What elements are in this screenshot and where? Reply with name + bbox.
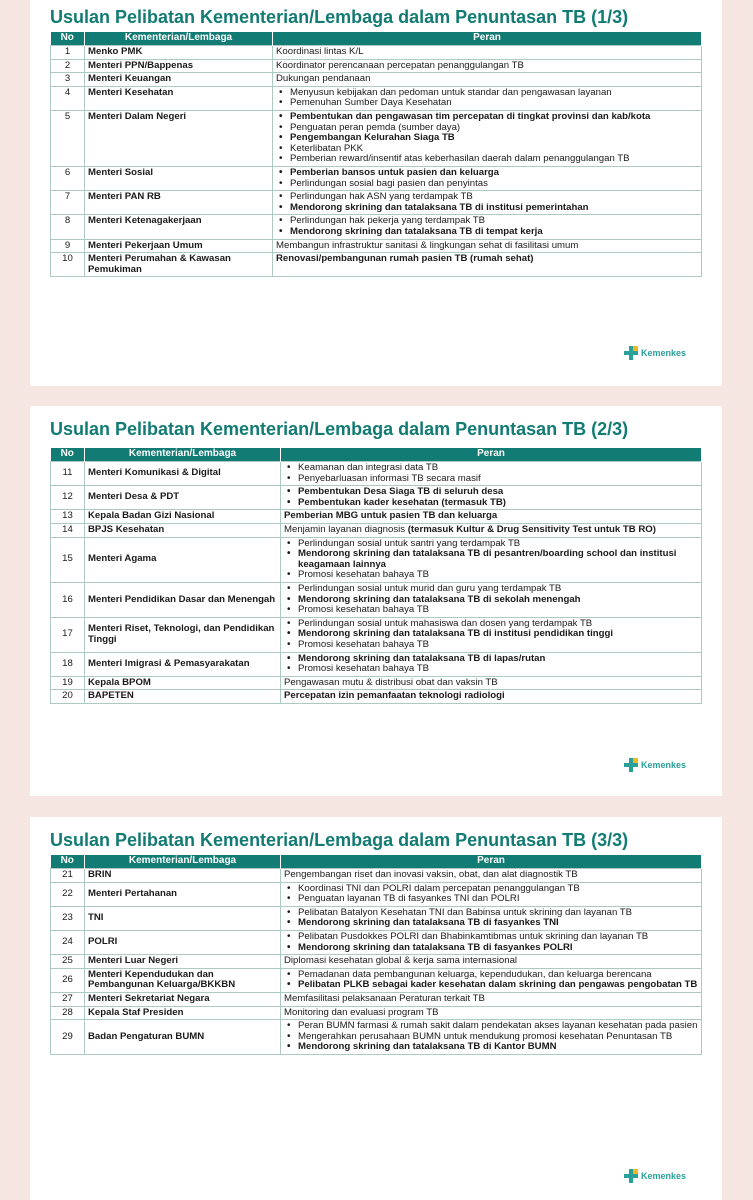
- table-row: [51, 537, 702, 582]
- table-row: [51, 86, 702, 110]
- institution-name: Menteri Riset, Teknologi, dan Pendidikan Tinggi: [85, 617, 281, 652]
- row-number: 5: [51, 110, 85, 166]
- institution-name: Menteri Komunikasi & Digital: [85, 462, 281, 486]
- row-number: 7: [51, 191, 85, 215]
- role-item: • Mendorong skrining dan tatalaksana TB di fasyankes POLRI: [298, 943, 698, 954]
- row-number: 8: [51, 215, 85, 239]
- role-item: • Perlindungan sosial untuk murid dan guru yang terdampak TB: [298, 584, 698, 595]
- role-item: • Mendorong skrining dan tatalaksana TB di lapas/rutan: [298, 654, 698, 665]
- institution-name: Menteri Sosial: [85, 166, 273, 190]
- logo-text: Kemenkes: [640, 1171, 686, 1181]
- role-list: [284, 932, 698, 953]
- institution-name: Menteri Agama: [85, 537, 281, 582]
- role-cell: [281, 968, 702, 992]
- role-text: Renovasi/pembangunan rumah pasien TB (rumah sehat): [276, 253, 534, 265]
- role-cell: [273, 239, 702, 253]
- header-kl: Kementerian/Lembaga: [85, 448, 281, 462]
- role-text: Monitoring dan evaluasi program TB: [284, 1006, 439, 1018]
- institution-name: Menteri Dalam Negeri: [85, 110, 273, 166]
- role-item: • Promosi kesehatan bahaya TB: [298, 640, 698, 651]
- role-text: (termasuk Kultur & Drug Sensitivity Test untuk TB RO): [407, 523, 656, 535]
- kl-table: [50, 448, 702, 704]
- role-cell: [281, 690, 702, 704]
- table-row: [51, 523, 702, 537]
- role-item: • Mendorong skrining dan tatalaksana TB di pesantren/boarding school dan institusi keagamaan lainnya: [298, 549, 698, 570]
- institution-name: Kepala BPOM: [85, 676, 281, 690]
- institution-name: Menteri Kependudukan dan Pembangunan Keluarga/BKKBN: [85, 968, 281, 992]
- institution-name: Menteri Keuangan: [85, 73, 273, 87]
- role-list: [284, 884, 698, 905]
- role-list: [284, 539, 698, 581]
- table-row: [51, 582, 702, 617]
- role-text: Memfasilitasi pelaksanaan Peraturan terkait TB: [284, 992, 485, 1004]
- row-number: 27: [51, 992, 85, 1006]
- row-number: 26: [51, 968, 85, 992]
- role-cell: [281, 906, 702, 930]
- institution-name: BPJS Kesehatan: [85, 523, 281, 537]
- role-item: • Pembentukan dan pengawasan tim percepatan di tingkat provinsi dan kab/kota: [290, 112, 698, 123]
- kemenkes-cross-icon: [624, 1169, 638, 1183]
- header-peran: Peran: [273, 32, 702, 46]
- role-item: • Pemadanan data pembangunan keluarga, kependudukan, dan keluarga berencana: [298, 970, 698, 981]
- role-list: [276, 88, 698, 109]
- role-cell: [281, 955, 702, 969]
- role-cell: [273, 73, 702, 87]
- role-cell: [281, 537, 702, 582]
- role-text: Koordinasi lintas K/L: [276, 46, 364, 57]
- role-cell: [273, 86, 702, 110]
- table-row: [51, 1006, 702, 1020]
- table-row: [51, 992, 702, 1006]
- role-item: • Mendorong skrining dan tatalaksana TB di tempat kerja: [290, 227, 698, 238]
- kemenkes-cross-icon: [624, 346, 638, 360]
- table-row: [51, 166, 702, 190]
- role-item: • Penguatan peran pemda (sumber daya): [290, 123, 698, 134]
- role-cell: [281, 1006, 702, 1020]
- role-item: • Perlindungan hak pekerja yang terdampak TB: [290, 216, 698, 227]
- table-row: [51, 882, 702, 906]
- role-cell: [273, 46, 702, 60]
- slide-2: [30, 406, 722, 796]
- role-text: Menjamin layanan diagnosis: [284, 523, 408, 535]
- role-list: [284, 584, 698, 616]
- table-row: [51, 676, 702, 690]
- row-number: 12: [51, 486, 85, 510]
- row-number: 11: [51, 462, 85, 486]
- role-cell: [281, 617, 702, 652]
- row-number: 22: [51, 882, 85, 906]
- table-row: [51, 239, 702, 253]
- role-list: [284, 654, 698, 675]
- role-cell: [273, 166, 702, 190]
- role-list: [284, 908, 698, 929]
- table-row: [51, 968, 702, 992]
- role-item: • Penguatan layanan TB di fasyankes TNI dan POLRI: [298, 894, 698, 905]
- row-number: 13: [51, 510, 85, 524]
- role-item: • Pengembangan Kelurahan Siaga TB: [290, 133, 698, 144]
- table-row: [51, 46, 702, 60]
- institution-name: Menteri PAN RB: [85, 191, 273, 215]
- row-number: 9: [51, 239, 85, 253]
- role-cell: [281, 1020, 702, 1055]
- table-row: [51, 253, 702, 277]
- kl-table: [50, 855, 702, 1055]
- table-header-row: [51, 448, 702, 462]
- role-list: [284, 970, 698, 991]
- role-item: • Pemenuhan Sumber Daya Kesehatan: [290, 98, 698, 109]
- row-number: 16: [51, 582, 85, 617]
- row-number: 17: [51, 617, 85, 652]
- role-item: • Pembentukan kader kesehatan (termasuk TB): [298, 498, 698, 509]
- row-number: 20: [51, 690, 85, 704]
- role-list: [284, 487, 698, 508]
- kemenkes-cross-icon: [624, 758, 638, 772]
- institution-name: Menteri Luar Negeri: [85, 955, 281, 969]
- role-item: • Mendorong skrining dan tatalaksana TB di fasyankes TNI: [298, 918, 698, 929]
- row-number: 28: [51, 1006, 85, 1020]
- role-text: Diplomasi kesehatan global & kerja sama internasional: [284, 955, 518, 967]
- row-number: 18: [51, 652, 85, 676]
- header-no: No: [51, 32, 85, 46]
- role-item: • Keterlibatan PKK: [290, 144, 698, 155]
- role-list: [284, 619, 698, 651]
- logo-text: Kemenkes: [640, 760, 686, 770]
- institution-name: Menteri Imigrasi & Pemasyarakatan: [85, 652, 281, 676]
- role-item: • Pemberian bansos untuk pasien dan keluarga: [290, 168, 698, 179]
- role-cell: [281, 510, 702, 524]
- role-list: [284, 1021, 698, 1053]
- role-cell: [273, 191, 702, 215]
- institution-name: Menteri Desa & PDT: [85, 486, 281, 510]
- table-row: [51, 617, 702, 652]
- role-text: Pemberian MBG untuk pasien TB dan keluarga: [284, 510, 498, 522]
- role-cell: [273, 215, 702, 239]
- table-row: [51, 652, 702, 676]
- role-cell: [281, 869, 702, 883]
- row-number: 23: [51, 906, 85, 930]
- role-text: Pengawasan mutu & distribusi obat dan vaksin TB: [284, 676, 498, 688]
- institution-name: Menteri Sekretariat Negara: [85, 992, 281, 1006]
- table-row: [51, 110, 702, 166]
- kemenkes-logo: [624, 346, 686, 360]
- table-row: [51, 510, 702, 524]
- role-cell: [281, 486, 702, 510]
- table-row: [51, 215, 702, 239]
- row-number: 19: [51, 676, 85, 690]
- role-cell: [273, 59, 702, 73]
- role-cell: [281, 523, 702, 537]
- table-row: [51, 690, 702, 704]
- role-text: Percepatan izin pemanfaatan teknologi radiologi: [284, 690, 505, 702]
- header-kl: Kementerian/Lembaga: [85, 32, 273, 46]
- role-item: • Pelibatan Pusdokkes POLRI dan Bhabinkamtibmas untuk skrining dan layanan TB: [298, 932, 698, 943]
- row-number: 24: [51, 930, 85, 954]
- table-row: [51, 462, 702, 486]
- role-item: • Perlindungan sosial untuk mahasiswa dan dosen yang terdampak TB: [298, 619, 698, 630]
- institution-name: TNI: [85, 906, 281, 930]
- institution-name: Kepala Staf Presiden: [85, 1006, 281, 1020]
- row-number: 29: [51, 1020, 85, 1055]
- role-cell: [273, 253, 702, 277]
- institution-name: POLRI: [85, 930, 281, 954]
- role-text: Dukungan pendanaan: [276, 73, 371, 85]
- slide-title: Usulan Pelibatan Kementerian/Lembaga dalam Penuntasan TB (3/3): [50, 830, 629, 850]
- role-item: • Promosi kesehatan bahaya TB: [298, 605, 698, 616]
- role-cell: [281, 462, 702, 486]
- table-row: [51, 930, 702, 954]
- role-cell: [273, 110, 702, 166]
- slide-title: Usulan Pelibatan Kementerian/Lembaga dalam Penuntasan TB (2/3): [50, 419, 629, 439]
- role-item: • Penyebarluasan informasi TB secara masif: [298, 474, 698, 485]
- role-list: [276, 216, 698, 237]
- role-cell: [281, 992, 702, 1006]
- table-row: [51, 955, 702, 969]
- role-list: [284, 463, 698, 484]
- role-item: • Perlindungan hak ASN yang terdampak TB: [290, 192, 698, 203]
- role-item: • Promosi kesehatan bahaya TB: [298, 570, 698, 581]
- kemenkes-logo: [624, 1169, 686, 1183]
- role-item: • Menyusun kebijakan dan pedoman untuk standar dan pengawasan layanan: [290, 88, 698, 99]
- logo-text: Kemenkes: [640, 348, 686, 358]
- role-item: • Mendorong skrining dan tatalaksana TB di institusi pendidikan tinggi: [298, 629, 698, 640]
- institution-name: Menteri Pertahanan: [85, 882, 281, 906]
- institution-name: BRIN: [85, 869, 281, 883]
- institution-name: Menteri Pekerjaan Umum: [85, 239, 273, 253]
- role-cell: [281, 676, 702, 690]
- header-no: No: [51, 855, 85, 869]
- institution-name: BAPETEN: [85, 690, 281, 704]
- row-number: 21: [51, 869, 85, 883]
- institution-name: Menteri Ketenagakerjaan: [85, 215, 273, 239]
- row-number: 15: [51, 537, 85, 582]
- table-row: [51, 59, 702, 73]
- institution-name: Menteri PPN/Bappenas: [85, 59, 273, 73]
- role-cell: [281, 882, 702, 906]
- header-no: No: [51, 448, 85, 462]
- row-number: 14: [51, 523, 85, 537]
- header-peran: Peran: [281, 448, 702, 462]
- table-header-row: [51, 855, 702, 869]
- role-item: • Mendorong skrining dan tatalaksana TB di institusi pemerintahan: [290, 203, 698, 214]
- role-list: [276, 192, 698, 213]
- institution-name: Menteri Perumahan & Kawasan Pemukiman: [85, 253, 273, 277]
- institution-name: Kepala Badan Gizi Nasional: [85, 510, 281, 524]
- role-text: Koordinator perencanaan percepatan penanggulangan TB: [276, 59, 524, 71]
- role-item: • Perlindungan sosial untuk santri yang terdampak TB: [298, 539, 698, 550]
- table-header-row: [51, 32, 702, 46]
- role-item: • Mendorong skrining dan tatalaksana TB di Kantor BUMN: [298, 1042, 698, 1053]
- role-item: • Pelibatan Batalyon Kesehatan TNI dan Babinsa untuk skrining dan layanan TB: [298, 908, 698, 919]
- role-item: • Pelibatan PLKB sebagai kader kesehatan dalam skrining dan pengawas pengobatan TB: [298, 980, 698, 991]
- row-number: 2: [51, 59, 85, 73]
- slide-3: [30, 817, 722, 1200]
- institution-name: Badan Pengaturan BUMN: [85, 1020, 281, 1055]
- institution-name: Menteri Pendidikan Dasar dan Menengah: [85, 582, 281, 617]
- kl-table: [50, 32, 702, 277]
- row-number: 4: [51, 86, 85, 110]
- role-cell: [281, 652, 702, 676]
- role-item: • Peran BUMN farmasi & rumah sakit dalam pendekatan akses layanan kesehatan pada pasien: [298, 1021, 698, 1032]
- role-item: • Perlindungan sosial bagi pasien dan penyintas: [290, 179, 698, 190]
- slide-1: [30, 0, 722, 386]
- role-item: • Keamanan dan integrasi data TB: [298, 463, 698, 474]
- role-item: • Mendorong skrining dan tatalaksana TB di sekolah menengah: [298, 595, 698, 606]
- table-row: [51, 191, 702, 215]
- table-row: [51, 486, 702, 510]
- table-row: [51, 73, 702, 87]
- role-text: Membangun infrastruktur sanitasi & lingkungan sehat di fasilitasi umum: [276, 239, 579, 251]
- row-number: 25: [51, 955, 85, 969]
- role-item: • Pemberian reward/insentif atas keberhasilan daerah dalam penanggulangan TB: [290, 154, 698, 165]
- role-item: • Promosi kesehatan bahaya TB: [298, 664, 698, 675]
- header-kl: Kementerian/Lembaga: [85, 855, 281, 869]
- header-peran: Peran: [281, 855, 702, 869]
- institution-name: Menko PMK: [85, 46, 273, 60]
- role-item: • Mengerahkan perusahaan BUMN untuk mendukung promosi kesehatan Penuntasan TB: [298, 1032, 698, 1043]
- row-number: 10: [51, 253, 85, 277]
- role-item: • Koordinasi TNI dan POLRI dalam percepatan penanggulangan TB: [298, 884, 698, 895]
- role-text: Pengembangan riset dan inovasi vaksin, obat, dan alat diagnostik TB: [284, 869, 578, 880]
- row-number: 6: [51, 166, 85, 190]
- slide-title: Usulan Pelibatan Kementerian/Lembaga dalam Penuntasan TB (1/3): [50, 7, 629, 27]
- role-list: [276, 112, 698, 165]
- kemenkes-logo: [624, 758, 686, 772]
- role-cell: [281, 930, 702, 954]
- row-number: 3: [51, 73, 85, 87]
- institution-name: Menteri Kesehatan: [85, 86, 273, 110]
- table-row: [51, 1020, 702, 1055]
- table-row: [51, 869, 702, 883]
- table-row: [51, 906, 702, 930]
- role-cell: [281, 582, 702, 617]
- role-list: [276, 168, 698, 189]
- role-item: • Pembentukan Desa Siaga TB di seluruh desa: [298, 487, 698, 498]
- row-number: 1: [51, 46, 85, 60]
